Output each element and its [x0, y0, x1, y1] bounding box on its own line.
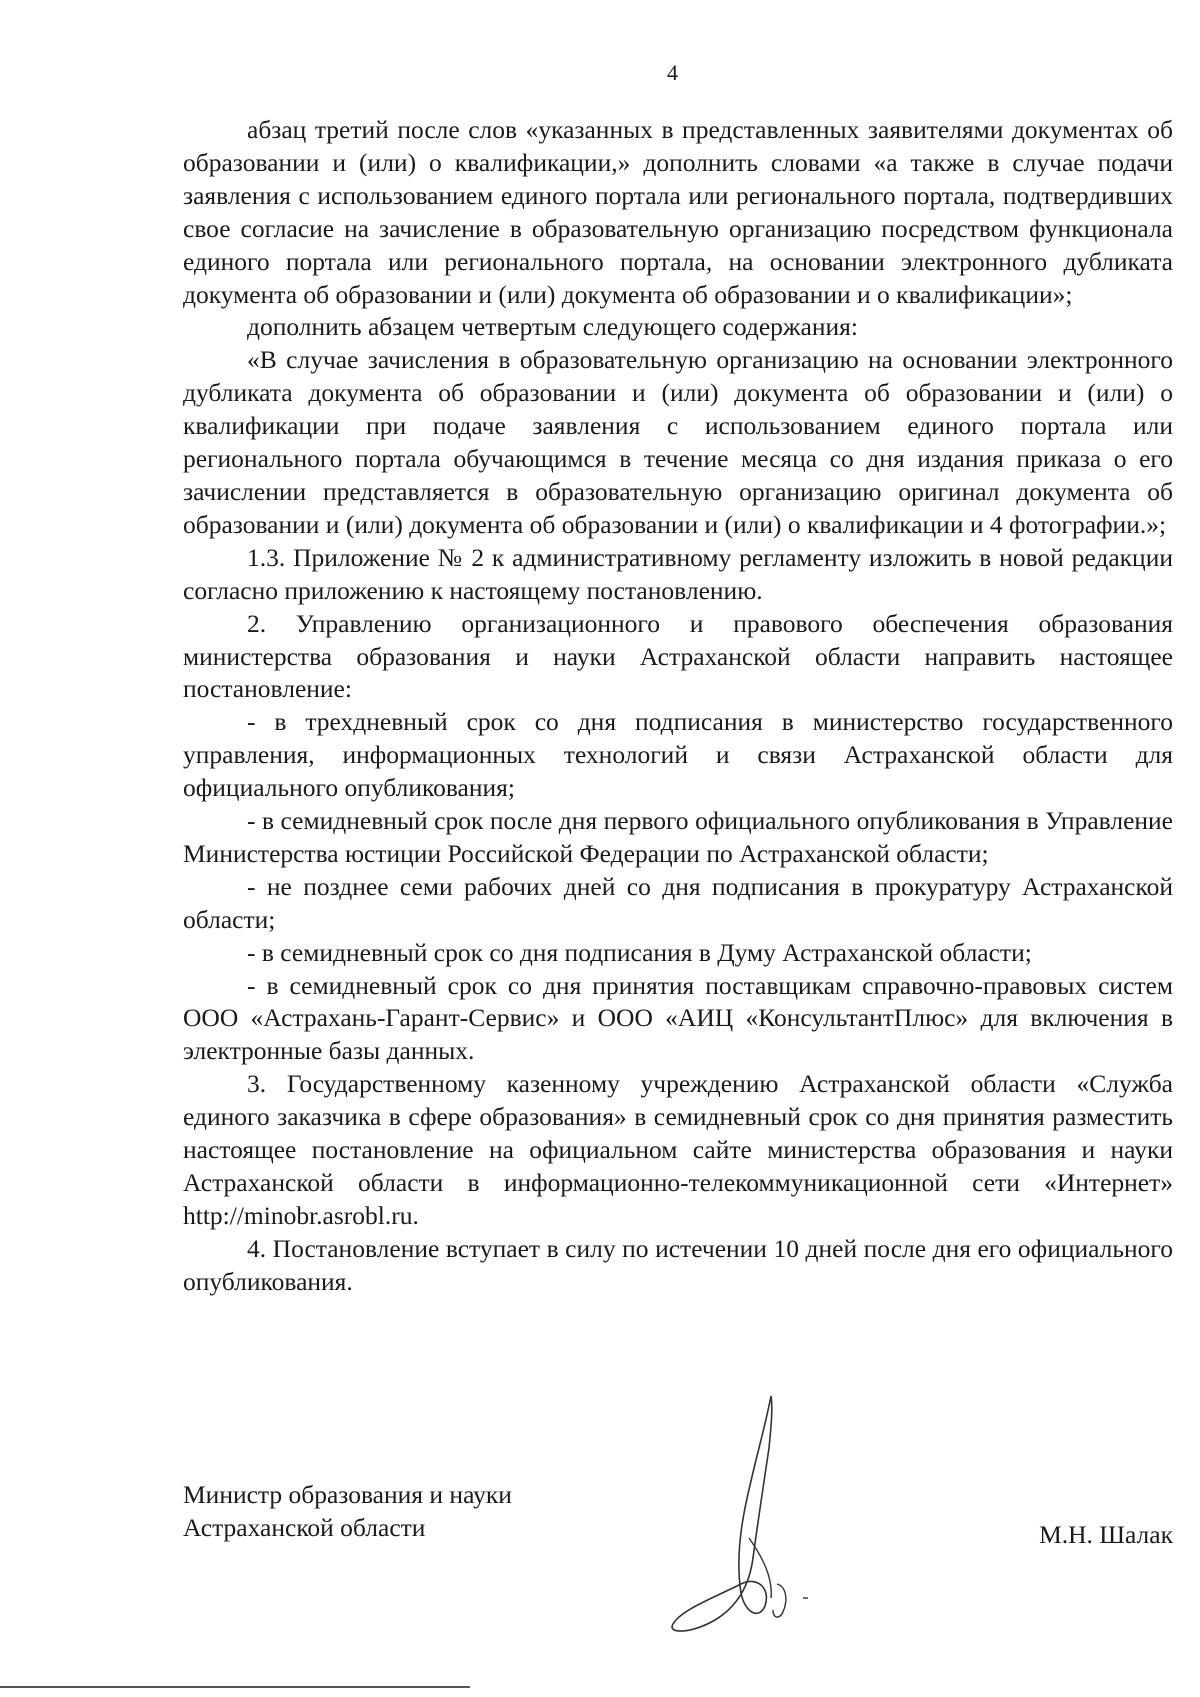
paragraph: 3. Государственному казенному учреждению Астраханской области «Служба единого заказчика в сфере образования» в семидневный срок со дня принятия разместить настоящее постановление на официальном сайте министерства образования и науки Астраханской области в информационно-телекоммуникационной сети «Интернет» http://minobr.asrobl.ru.	[183, 1069, 1173, 1230]
signatory-title	[183, 1478, 512, 1544]
paragraph: дополнить абзацем четвертым следующего содержания:	[247, 312, 858, 342]
scan-edge-rule	[0, 1686, 470, 1688]
signatory-title-line2: Астраханской области	[183, 1513, 426, 1542]
signatory-name: М.Н. Шалак	[1039, 1520, 1173, 1549]
paragraph: - не позднее семи рабочих дней со дня подписания в прокуратуру Астраханской области;	[183, 871, 1173, 934]
page-number: 4	[667, 60, 678, 85]
paragraph: 1.3. Приложение № 2 к административному регламенту изложить в новой редакции согласно приложению к настоящему постановлению.	[183, 542, 1173, 605]
handwritten-signature	[653, 1388, 853, 1638]
paragraph: - в трехдневный срок со дня подписания в министерство государственного управления, информационных технологий и связи Астраханской области для официального опубликования;	[183, 707, 1173, 803]
paragraph: абзац третий после слов «указанных в представленных заявителями документах об образовании и (или) о квалификации,» дополнить словами «а также в случае подачи заявления с использованием единого портала или регионального портала, подтвердивших свое согласие на зачисление в образовательную организацию посредством функционала единого портала или регионального портала, на основании электронного дубликата документа об образовании и (или) документа об образовании и о квалификации»;	[183, 115, 1173, 309]
paragraph: «В случае зачисления в образовательную организацию на основании электронного дубликата документа об образовании и (или) документа об образовании и (или) о квалификации при подаче заявления с использованием единого портала или регионального портала обучающимся в течение месяца со дня издания приказа о его зачислении представляется в образовательную организацию оригинал документа об образовании и (или) документа об образовании и (или) о квалификации и 4 фотографии.»;	[183, 345, 1173, 539]
paragraph: 2. Управлению организационного и правового обеспечения образования министерства образования и науки Астраханской области направить настоящее постановление:	[183, 608, 1173, 704]
paragraph: - в семидневный срок после дня первого официального опубликования в Управление Министерства юстиции Российской Федерации по Астраханской области;	[183, 806, 1173, 868]
paragraph: - в семидневный срок со дня принятия поставщикам справочно-правовых систем ООО «Астрахань-Гарант-Сервис» и ООО «АИЦ «КонсультантПлюс» для включения в электронные базы данных.	[183, 970, 1173, 1066]
paragraph: - в семидневный срок со дня подписания в Думу Астраханской области;	[247, 937, 1032, 967]
document-body	[183, 114, 1173, 1299]
signatory-title-line1: Министр образования и науки	[183, 1480, 512, 1509]
paragraph: 4. Постановление вступает в силу по истечении 10 дней после дня его официального опубликования.	[183, 1233, 1173, 1296]
signature-block	[183, 1478, 1173, 1608]
